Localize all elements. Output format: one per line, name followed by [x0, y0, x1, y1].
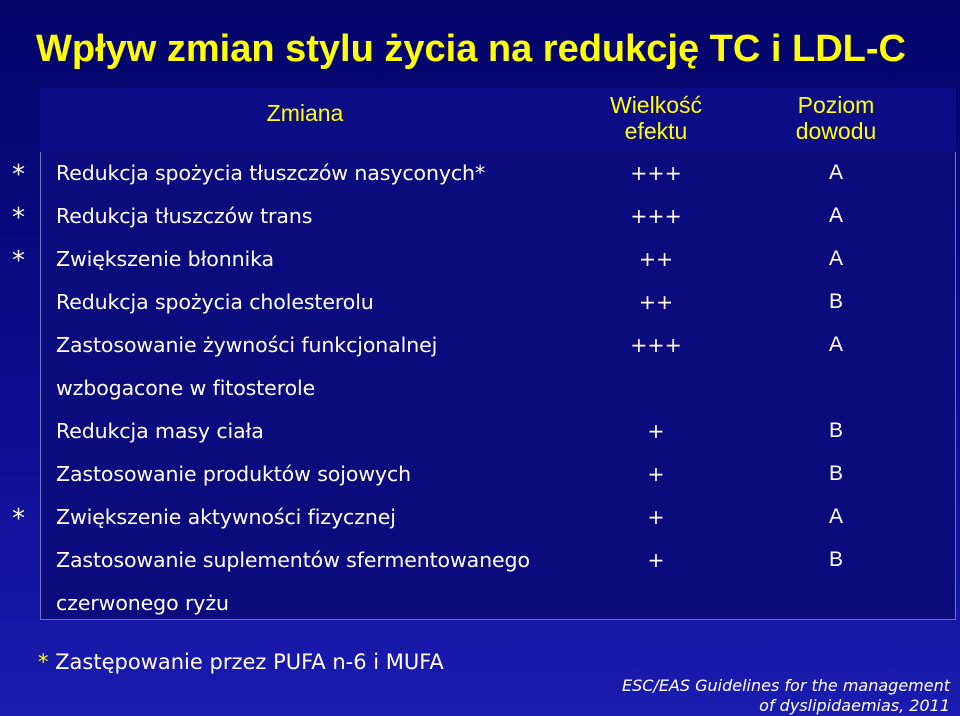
change-cell: Redukcja spożycia cholesterolu [56, 290, 374, 314]
evidence-cell: A [828, 333, 843, 356]
slide-title: Wpływ zmian stylu życia na redukcję TC i LDL-C [36, 28, 906, 70]
table-row [0, 244, 960, 274]
table-row-continuation [0, 588, 960, 618]
table-row-continuation [0, 373, 960, 403]
table-row [0, 158, 960, 188]
evidence-cell: A [828, 247, 843, 270]
effect-cell: ++ [638, 290, 674, 314]
asterisk-marker: * [12, 203, 25, 233]
evidence-cell: A [828, 204, 843, 227]
evidence-cell: A [828, 161, 843, 184]
change-cell: Zastosowanie suplementów sfermentowanego [56, 548, 530, 572]
effect-cell: +++ [630, 204, 682, 228]
change-cell: Zastosowanie żywności funkcjonalnej [56, 333, 438, 357]
change-cell: Zwiększenie aktywności fizycznej [56, 505, 396, 529]
asterisk-marker: * [12, 504, 25, 534]
change-cell: Redukcja masy ciała [56, 419, 264, 443]
column-header-effect-line1: Wielkość [609, 92, 702, 118]
table-row [0, 502, 960, 532]
effect-cell: + [647, 462, 665, 486]
footnote [38, 648, 444, 676]
effect-cell: + [647, 548, 665, 572]
effect-cell: + [647, 419, 665, 443]
effect-cell: +++ [630, 161, 682, 185]
change-cell: czerwonego ryżu [56, 591, 229, 615]
column-header-change [200, 100, 410, 126]
effect-cell: +++ [630, 333, 682, 357]
column-header-evidence-line2: dowodu [795, 118, 877, 144]
evidence-cell: B [828, 419, 843, 442]
evidence-cell: B [828, 290, 843, 313]
footnote-text: Zastępowanie przez PUFA n-6 i MUFA [48, 650, 444, 674]
change-cell: Redukcja tłuszczów trans [56, 204, 313, 228]
table-row [0, 545, 960, 575]
asterisk-marker: * [12, 246, 25, 276]
citation-line2: of dyslipidaemias, 2011 [759, 696, 950, 715]
effect-cell: ++ [638, 247, 674, 271]
effect-cell: + [647, 505, 665, 529]
table-row [0, 201, 960, 231]
evidence-cell: B [828, 548, 843, 571]
evidence-cell: A [828, 505, 843, 528]
column-header-evidence-line1: Poziom [797, 92, 875, 118]
table-row [0, 416, 960, 446]
column-header-effect [576, 92, 736, 144]
source-citation [622, 676, 950, 716]
change-cell: wzbogacone w fitosterole [56, 376, 316, 400]
evidence-cell: B [828, 462, 843, 485]
column-header-change-label: Zmiana [266, 100, 344, 126]
footnote-asterisk: * [38, 650, 49, 674]
column-header-evidence [756, 92, 916, 144]
change-cell: Redukcja spożycia tłuszczów nasyconych* [56, 161, 486, 185]
table-row [0, 330, 960, 360]
table-row [0, 459, 960, 489]
change-cell: Zastosowanie produktów sojowych [56, 462, 412, 486]
asterisk-marker: * [12, 160, 25, 190]
change-cell: Zwiększenie błonnika [56, 247, 274, 271]
citation-line1: ESC/EAS Guidelines for the management [621, 676, 950, 695]
table-row [0, 287, 960, 317]
column-header-effect-line2: efektu [624, 118, 688, 144]
